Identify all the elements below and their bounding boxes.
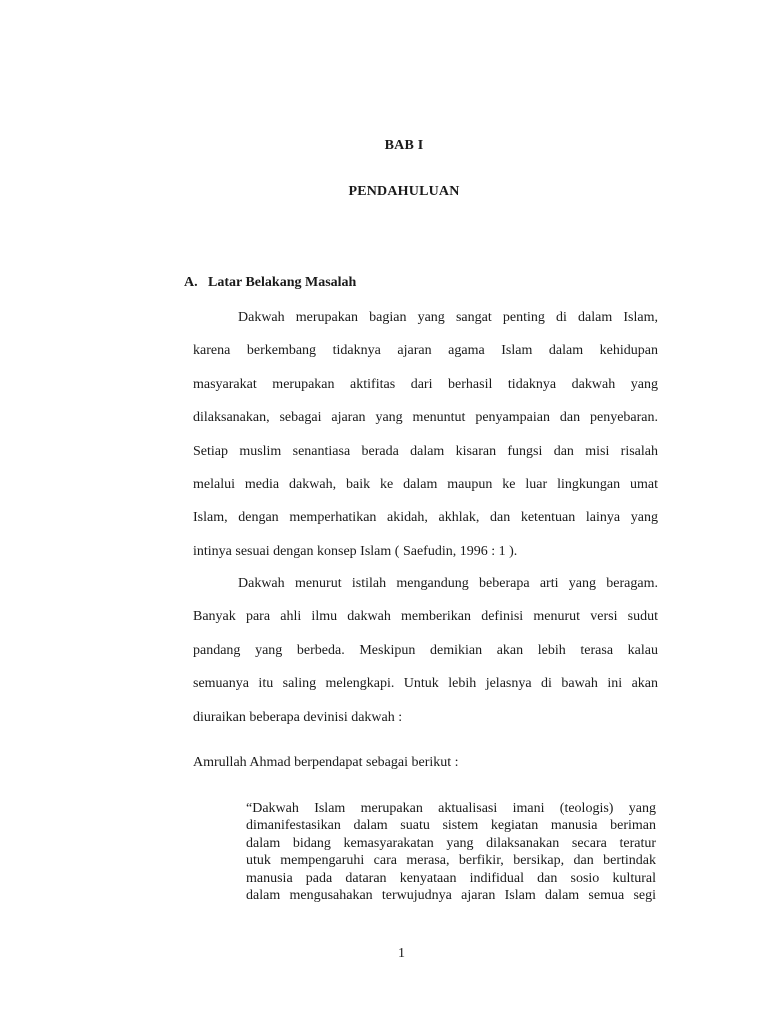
text-line: Dakwah merupakan bagian yang sangat penting di dalam Islam, [238, 310, 658, 325]
chapter-title: PENDAHULUAN [348, 184, 460, 199]
block-quote [246, 800, 656, 904]
text-line: Islam, dengan memperhatikan akidah, akhlak, dan ketentuan lainya yang [193, 510, 658, 526]
section-title: Latar Belakang Masalah [208, 275, 357, 290]
quote-line: utuk mempengaruhi cara merasa, berfikir, bersikap, dan bertindak [246, 853, 656, 869]
quote-line: dalam bidang kemasyarakatan yang dilaksanakan secara teratur [246, 835, 656, 851]
quote-line: manusia pada dataran kenyataan indifidual dan sosio kultural [246, 870, 656, 886]
text-line: Dakwah menurut istilah mengandung beberapa arti yang beragam. [238, 576, 658, 591]
text-line: karena berkembang tidaknya ajaran agama Islam dalam kehidupan [193, 343, 658, 359]
quote-intro: Amrullah Ahmad berpendapat sebagai berikut : [193, 755, 459, 770]
text-line: semuanya itu saling melengkapi. Untuk lebih jelasnya di bawah ini akan [193, 676, 658, 692]
text-line: Banyak para ahli ilmu dakwah memberikan definisi menurut versi sudut [193, 609, 658, 625]
chapter-number: BAB I [384, 138, 424, 153]
text-line: Setiap muslim senantiasa berada dalam kisaran fungsi dan misi risalah [193, 443, 658, 459]
paragraph-2 [193, 567, 658, 734]
text-line: masyarakat merupakan aktifitas dari berhasil tidaknya dakwah yang [193, 376, 658, 392]
text-line: dilaksanakan, sebagai ajaran yang menuntut penyampaian dan penyebaran. [193, 410, 658, 426]
quote-line: dimanifestasikan dalam suatu sistem kegiatan manusia beriman [246, 818, 656, 834]
quote-line: “Dakwah Islam merupakan aktualisasi imani (teologis) yang [246, 801, 656, 816]
section-heading [184, 275, 356, 291]
text-line: melalui media dakwah, baik ke dalam maupun ke luar lingkungan umat [193, 476, 658, 492]
text-line: pandang yang berbeda. Meskipun demikian akan lebih terasa kalau [193, 642, 658, 658]
text-line: diuraikan beberapa devinisi dakwah : [193, 709, 403, 725]
page-number: 1 [398, 946, 405, 961]
paragraph-1 [193, 301, 658, 568]
text-line: intinya sesuai dengan konsep Islam ( Saefudin, 1996 : 1 ). [193, 543, 518, 559]
quote-line: dalam mengusahakan terwujudnya ajaran Islam dalam semua segi [246, 887, 656, 903]
section-letter: A. [184, 275, 198, 290]
